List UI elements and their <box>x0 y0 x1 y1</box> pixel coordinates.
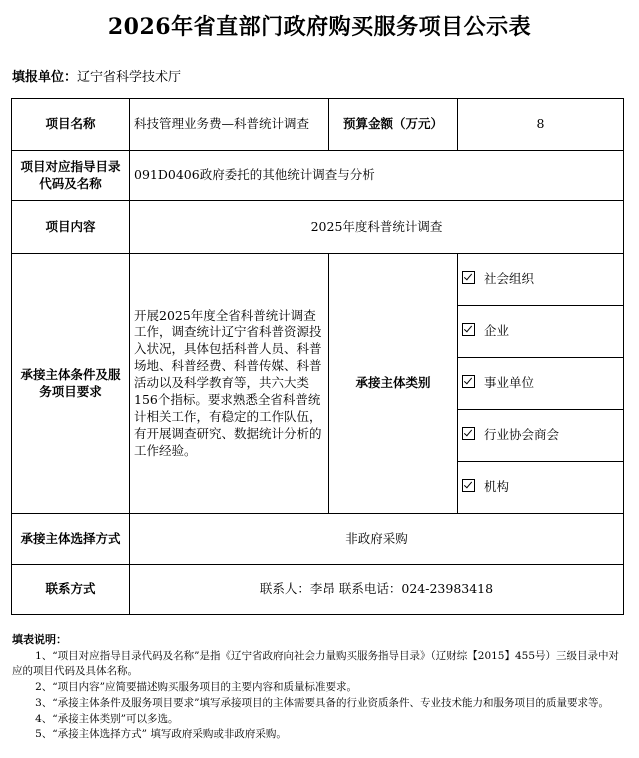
note-item: 2、“项目内容”应简要描述购买服务项目的主要内容和质量标准要求。 <box>35 681 358 693</box>
content-value: 2025年度科普统计调查 <box>130 201 624 254</box>
checkbox-checked-icon <box>462 375 475 388</box>
budget-label: 预算金额（万元） <box>329 99 458 151</box>
category-option <box>458 462 624 514</box>
checkbox-checked-icon <box>462 323 475 336</box>
row-requirements <box>12 254 624 306</box>
row-selection <box>12 514 624 565</box>
category-option-label: 企业 <box>484 323 510 339</box>
category-option-label: 行业协会商会 <box>484 427 560 443</box>
category-option-label: 事业单位 <box>484 375 535 391</box>
project-name-label: 项目名称 <box>12 99 130 151</box>
info-table <box>11 98 624 615</box>
note-item: 1、“项目对应指导目录代码及名称”是指《辽宁省政府向社会力量购买服务指导目录》（辽财综【2015】455号）三级目录中对应的项目代码及具体名称。 <box>12 649 620 678</box>
row-content <box>12 201 624 254</box>
row-project-name <box>12 99 624 151</box>
catalog-label: 项目对应指导目录代码及名称 <box>12 151 130 201</box>
row-contact <box>12 565 624 615</box>
checkbox-checked-icon <box>462 479 475 492</box>
catalog-value: 091D0406政府委托的其他统计调查与分析 <box>130 151 624 201</box>
category-label: 承接主体类别 <box>329 254 458 514</box>
note-item: 4、“承接主体类别”可以多选。 <box>35 712 179 725</box>
category-option <box>458 358 624 410</box>
category-option <box>458 306 624 358</box>
requirements-label: 承接主体条件及服务项目要求 <box>12 254 130 514</box>
category-option <box>458 410 624 462</box>
page-title: 2026年省直部门政府购买服务项目公示表 <box>107 14 532 40</box>
checkbox-checked-icon <box>462 427 475 440</box>
filler-unit-value: 辽宁省科学技术厅 <box>77 70 182 85</box>
budget-value: 8 <box>458 99 624 151</box>
filler-unit <box>12 66 181 85</box>
selection-value: 非政府采购 <box>130 514 624 565</box>
category-option <box>458 254 624 306</box>
selection-label: 承接主体选择方式 <box>12 514 130 565</box>
filler-unit-label: 填报单位： <box>12 70 78 85</box>
contact-value: 联系人：李昂 联系电话：024-23983418 <box>130 565 624 615</box>
category-option-label: 社会组织 <box>484 271 535 287</box>
content-label: 项目内容 <box>12 201 130 254</box>
notes-section <box>12 632 624 743</box>
notes-title: 填表说明： <box>12 633 67 646</box>
row-catalog <box>12 151 624 201</box>
requirements-value: 开展2025年度全省科普统计调查工作，调查统计辽宁省科普资源投入状况，具体包括科普人员、科普场地、科普经费、科普传媒、科普活动以及科学教育等，共六大类156个指标。要求熟悉全省科普统计相关工作，有稳定的工作队伍，有开展调查研究、数据统计分析的工作经验。 <box>130 254 329 514</box>
category-option-label: 机构 <box>484 479 510 495</box>
note-item: 5、“承接主体选择方式” 填写政府采购或非政府采购。 <box>35 728 287 741</box>
contact-label: 联系方式 <box>12 565 130 615</box>
checkbox-checked-icon <box>462 271 475 284</box>
note-item: 3、“承接主体条件及服务项目要求”填写承接项目的主体需要具备的行业资质条件、专业技术能力和服务项目的质量要求等。 <box>35 696 610 709</box>
project-name-value: 科技管理业务费—科普统计调查 <box>130 99 329 151</box>
